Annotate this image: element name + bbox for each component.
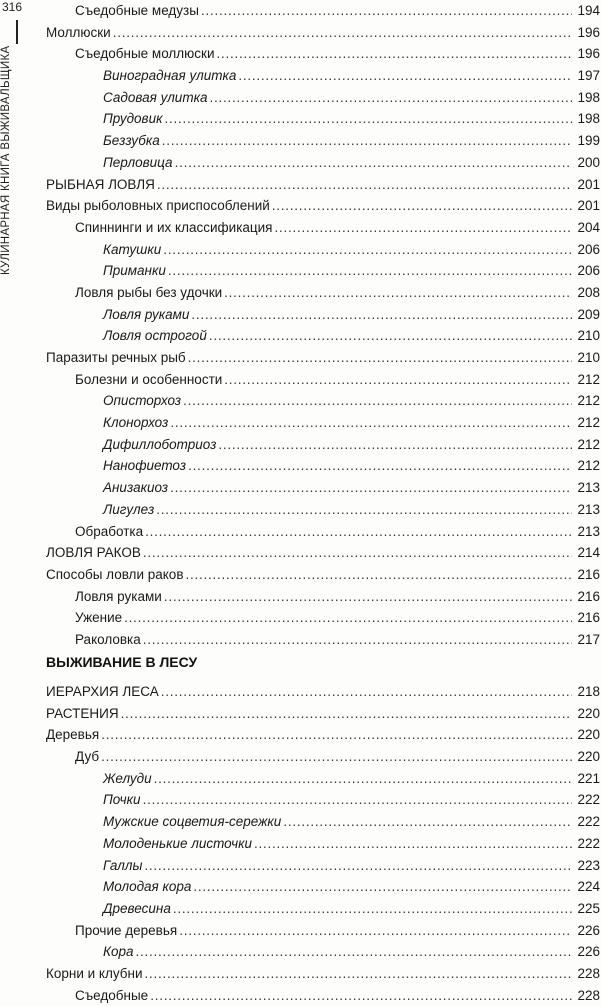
toc-entry-page: 222 [577,814,600,830]
toc-entry[interactable] [46,768,600,790]
toc-entry[interactable] [46,833,600,855]
toc-entry[interactable] [46,87,600,109]
dot-leader [173,898,572,920]
toc-entry-page: 212 [577,415,600,431]
toc-entry[interactable] [46,260,600,282]
toc-entry-title: Болезни и особенности [75,371,223,387]
toc-entry[interactable] [46,195,600,217]
dot-leader [238,65,572,87]
toc-entry-title: Галлы [103,857,143,873]
toc-entry-page: 220 [577,749,600,765]
toc-entry[interactable] [46,65,600,87]
toc-entry-page: 208 [577,284,600,300]
toc-entry-title: Лигулез [103,501,155,517]
dot-leader [164,586,572,608]
toc-entry-page: 213 [577,523,600,539]
dot-leader [150,985,572,1006]
dot-leader [113,22,572,44]
toc-entry-page: 220 [577,705,600,721]
toc-entry[interactable] [46,985,600,1006]
toc-entry-title: Почки [103,792,141,808]
toc-entry-title: Виноградная улитка [103,68,237,84]
toc-entry-page: 216 [577,566,600,582]
dot-leader [186,564,573,586]
toc-entry-page: 206 [577,263,600,279]
toc-entry-title: ЛОВЛЯ РАКОВ [46,545,141,561]
toc-entry[interactable] [46,347,600,369]
toc-entry[interactable] [46,455,600,477]
toc-entry-title: Раколовка [75,631,141,647]
toc-entry-page: 212 [577,371,600,387]
dot-leader [283,811,572,833]
toc-entry-page: 210 [577,350,600,365]
dot-leader [144,855,572,877]
toc-entry-page: 196 [577,46,600,62]
toc-entry-page: 201 [577,176,600,192]
dot-leader [161,681,572,703]
toc-entry-page: 224 [577,879,600,895]
dot-leader [154,768,572,790]
toc-entry-title: Прочие деревья [75,922,178,938]
toc-entry[interactable] [46,629,600,651]
dot-leader [188,347,572,369]
toc-entry-title: РЫБНАЯ ЛОВЛЯ [46,176,155,192]
toc-entry-title: Катушки [103,241,162,257]
toc-entry-title: Приманки [103,263,166,279]
page-number: 316 [2,0,23,14]
toc-entry[interactable] [46,0,600,22]
toc-entry-title: Съедобные медузы [75,3,199,18]
toc-entry-title: Ловля рыбы без удочки [75,284,223,300]
toc-entry-title: Анизакиоз [103,480,169,496]
toc-entry[interactable] [46,477,600,499]
toc-entry[interactable] [46,282,600,304]
dot-leader [188,455,572,477]
toc-entry-page: 212 [577,458,600,474]
toc-entry-title: Мужские соцветия-сережки [103,814,282,830]
dot-leader [145,521,572,543]
toc-entry[interactable] [46,789,600,811]
toc-entry-page: 213 [577,501,600,517]
toc-entry[interactable] [46,941,600,963]
toc-entry[interactable] [46,174,600,196]
table-of-contents-part-2 [46,681,600,1006]
dot-leader [191,304,572,326]
dot-leader [179,920,572,942]
toc-entry-title: Виды рыболовных приспособлений [46,198,270,214]
dot-leader [224,369,572,391]
toc-entry-page: 210 [577,328,600,344]
dot-leader [217,43,572,65]
dot-leader [143,789,572,811]
toc-entry-title: Способы ловли раков [46,566,184,582]
toc-entry-title: Молодая кора [103,879,192,895]
dot-leader [157,174,572,196]
toc-entry-title: Ловля руками [103,306,190,322]
toc-entry-title: ИЕРАРХИЯ ЛЕСА [46,684,159,699]
toc-entry-page: 216 [577,610,600,626]
toc-entry[interactable] [46,811,600,833]
toc-entry[interactable] [46,586,600,608]
toc-entry-title: Древесина [103,900,171,916]
toc-entry-page: 216 [577,588,600,604]
toc-entry-title: Беззубка [103,133,160,149]
toc-entry[interactable] [46,746,600,768]
dot-leader [254,833,572,855]
toc-entry-title: Прудовик [103,111,163,127]
toc-entry-page: 226 [577,944,600,960]
dot-leader [156,499,572,521]
toc-entry-title: Ловля руками [75,588,162,604]
toc-entry[interactable] [46,325,600,347]
toc-entry-page: 198 [577,89,600,105]
toc-entry-page: 209 [577,306,600,322]
dot-leader [163,239,572,261]
toc-entry[interactable] [46,217,600,239]
toc-entry[interactable] [46,703,600,725]
dot-leader [170,477,572,499]
toc-entry[interactable] [46,963,600,985]
toc-entry[interactable] [46,152,600,174]
toc-entry-page: 223 [577,857,600,873]
toc-entry-title: Съедобные [75,987,149,1003]
toc-entry[interactable] [46,108,600,130]
toc-entry[interactable] [46,369,600,391]
toc-entry-page: 199 [577,133,600,149]
dot-leader [165,108,573,130]
toc-entry[interactable] [46,724,600,746]
toc-entry-title: Перловица [103,154,173,170]
dot-leader [183,390,572,412]
side-divider [16,20,18,44]
running-title: КУЛИНАРНАЯ КНИГА ВЫЖИВАЛЬЩИКА [0,46,12,276]
toc-entry-title: Молоденькие листочки [103,835,252,851]
toc-entry-page: 225 [577,900,600,916]
toc-entry[interactable] [46,681,600,703]
toc-entry[interactable] [46,607,600,629]
toc-entry-page: 198 [577,111,600,127]
toc-entry[interactable] [46,130,600,152]
toc-entry-page: 218 [577,684,600,699]
dot-leader [274,217,572,239]
toc-entry-title: Ловля острогой [103,328,207,344]
dot-leader [175,152,572,174]
toc-entry-page: 212 [577,393,600,409]
toc-entry-title: РАСТЕНИЯ [46,705,119,721]
toc-entry[interactable] [46,898,600,920]
toc-entry-page: 214 [577,545,600,561]
toc-entry-page: 228 [577,987,600,1003]
toc-entry-page: 226 [577,922,600,938]
toc-entry-title: Паразиты речных рыб [46,350,186,365]
toc-entry[interactable] [46,390,600,412]
toc-entry-title: Деревья [46,727,100,743]
toc-entry-page: 194 [577,3,600,18]
dot-leader [121,703,572,725]
toc-entry[interactable] [46,876,600,898]
toc-entry[interactable] [46,434,600,456]
toc-entry-page: 201 [577,198,600,214]
toc-entry[interactable] [46,499,600,521]
toc-entry-page: 204 [577,219,600,235]
toc-entry-page: 220 [577,727,600,743]
toc-entry-title: Нанофиетоз [103,458,187,474]
dot-leader [144,963,572,985]
toc-entry-title: Съедобные моллюски [75,46,215,62]
toc-entry-title: Садовая улитка [103,89,208,105]
toc-entry[interactable] [46,239,600,261]
toc-entry-page: 200 [577,154,600,170]
toc-entry-page: 206 [577,241,600,257]
toc-entry-page: 197 [577,68,600,84]
dot-leader [135,941,572,963]
toc-entry[interactable] [46,564,600,586]
toc-entry-page: 228 [577,965,600,981]
toc-entry-title: Спиннинги и их классификация [75,219,273,235]
toc-entry-title: Ужение [75,610,123,626]
dot-leader [201,0,572,22]
dot-leader [193,876,572,898]
dot-leader [162,130,572,152]
toc-entry-title: Моллюски [46,24,111,40]
toc-entry[interactable] [46,542,600,564]
toc-entry[interactable] [46,22,600,44]
dot-leader [168,260,572,282]
dot-leader [209,325,572,347]
toc-entry-title: Клонорхоз [103,415,169,431]
toc-entry[interactable] [46,412,600,434]
toc-entry[interactable] [46,304,600,326]
dot-leader [101,746,572,768]
dot-leader [224,282,572,304]
toc-entry-title: Описторхоз [103,393,182,409]
toc-entry-page: 222 [577,835,600,851]
dot-leader [143,542,572,564]
toc-entry-page: 196 [577,24,600,40]
dot-leader [209,87,572,109]
toc-entry[interactable] [46,855,600,877]
toc-entry-title: Обработка [75,523,144,539]
toc-entry-page: 213 [577,480,600,496]
toc-entry-page: 221 [577,770,600,786]
dot-leader [124,607,572,629]
toc-entry[interactable] [46,43,600,65]
table-of-contents-part-1 [46,0,600,651]
dot-leader [272,195,572,217]
toc-entry-page: 222 [577,792,600,808]
dot-leader [218,434,572,456]
dot-leader [143,629,572,651]
toc-entry-title: Кора [103,944,134,960]
dot-leader [101,724,572,746]
toc-entry-title: Дуб [75,749,100,765]
section-heading: ВЫЖИВАНИЕ В ЛЕСУ [46,654,198,670]
toc-entry[interactable] [46,920,600,942]
toc-entry-title: Корни и клубни [46,965,143,981]
toc-entry-page: 217 [577,631,600,647]
dot-leader [170,412,572,434]
toc-entry-page: 212 [577,436,600,452]
toc-entry-title: Желуди [103,770,152,786]
toc-entry[interactable] [46,521,600,543]
toc-entry-title: Дифиллоботриоз [103,436,217,452]
